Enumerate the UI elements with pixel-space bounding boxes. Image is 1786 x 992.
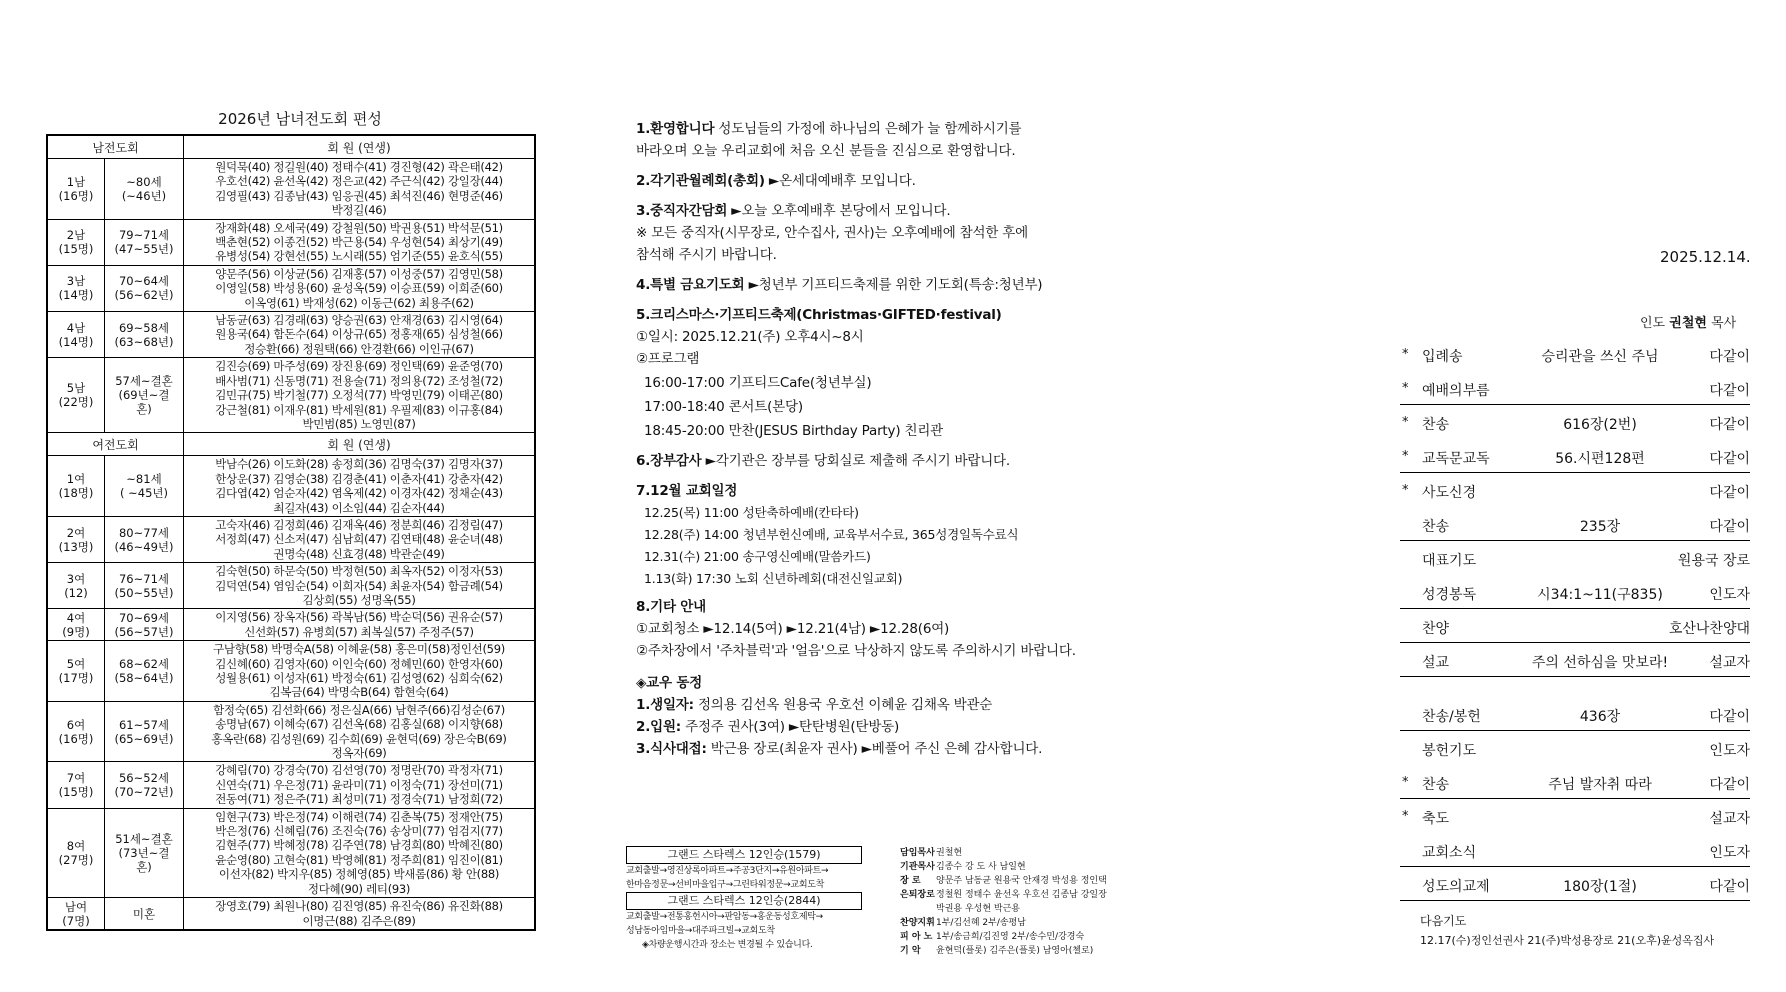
men-header-row <box>47 135 535 159</box>
women-header: 여전도회 <box>47 433 184 456</box>
vehicle-note: ◈차량운행시간과 장소는 변경될 수 있습니다. <box>642 940 813 950</box>
women-group: 8여 (27명) <box>47 808 105 897</box>
vehicle-1-label: 그랜드 스타렉스 12인승(1579) <box>626 846 862 864</box>
order-star: * <box>1402 415 1409 430</box>
staff-role: 장 로 <box>900 876 921 886</box>
order-content: 180장(1절) <box>1563 879 1637 895</box>
order-star: * <box>1402 775 1409 790</box>
women-row <box>47 762 535 808</box>
women-age: 68~62세 (58~64년) <box>105 641 184 702</box>
news-4-heading: 4.특별 금요기도회 <box>636 277 745 293</box>
women-group: 7여 (15명) <box>47 762 105 808</box>
order-name: 성경봉독 <box>1422 587 1477 603</box>
order-name: 성도의교제 <box>1422 879 1490 895</box>
org-title: 2026년 남녀전도회 편성 <box>218 110 382 128</box>
order-content: 616장(2번) <box>1563 417 1637 433</box>
men-members-header: 회 원 (연생) <box>184 135 536 159</box>
staff-names: 양문주 남동균 원용국 안재경 박성용 정인택 <box>936 876 1107 886</box>
staff-row <box>900 846 1107 860</box>
women-members: 고숙자(46) 김정희(46) 김재옥(46) 정분희(46) 김정림(47) 서정희(47) 신소저(47) 심남희(47) 김연태(48) 윤순녀(48) 권명숙(48) 신효경(48) 박관순(49) <box>184 516 536 562</box>
staff-section <box>900 846 1107 958</box>
women-age: 51세~결혼 (73년~결 혼) <box>105 808 184 897</box>
men-group: 3남 (14명) <box>47 265 105 311</box>
staff-names: 김종수 강 도 사 남일현 <box>936 862 1026 872</box>
men-row <box>47 358 535 433</box>
order-star: * <box>1402 381 1409 396</box>
next-prayer-heading: 다음기도 <box>1420 914 1467 928</box>
order-row <box>1400 768 1750 799</box>
men-header: 남전도회 <box>47 135 184 159</box>
news-7-item-3: 12.31(수) 21:00 송구영신예배(말씀카드) <box>644 549 871 564</box>
women-members: 구남향(58) 박명숙A(58) 이혜윤(58) 홍은미(58)정인선(59) 김신혜(60) 김영자(60) 이인숙(60) 정혜민(60) 한영자(60) 성월용(61) 이성자(61) 박정숙(61) 김성영(62) 심희숙(62) 김복금(64) 박명숙B(64) 함현숙(64) <box>184 641 536 702</box>
order-by: 인도자 <box>1709 743 1750 759</box>
order-by: 인도자 <box>1709 587 1750 603</box>
women-row <box>47 563 535 609</box>
order-content: 시34:1~11(구835) <box>1537 587 1663 603</box>
news-1-text: 성도님들의 가정에 하나님의 은혜가 늘 함께하시기를 <box>718 121 1022 137</box>
order-row <box>1400 340 1750 370</box>
leader-label: 인도 <box>1640 316 1666 331</box>
order-name: 봉헌기도 <box>1422 743 1477 759</box>
news-5-item-2: 17:00-18:40 콘서트(본당) <box>644 399 803 415</box>
staff-names: 권철현 <box>936 848 963 858</box>
order-by: 다같이 <box>1709 777 1750 793</box>
women-group: 6여 (16명) <box>47 701 105 762</box>
news-5-item-3: 18:45-20:00 만찬(JESUS Birthday Party) 친리관 <box>644 423 943 439</box>
men-row <box>47 219 535 265</box>
order-row <box>1400 870 1750 901</box>
news-section <box>636 118 1076 760</box>
order-by: 다같이 <box>1709 709 1750 725</box>
news-2-heading: 2.각기관월례회(총회) <box>636 173 765 189</box>
order-name: 축도 <box>1422 811 1450 827</box>
women-age: 80~77세 (46~49년) <box>105 516 184 562</box>
women-row <box>47 701 535 762</box>
vehicle-2-route-2: 성남동아임마을→대주파크빌→교회도착 <box>626 926 775 936</box>
order-by: 설교자 <box>1709 811 1750 827</box>
news-5-item-1: 16:00-17:00 기프티드Cafe(청년부실) <box>644 375 872 391</box>
order-row <box>1400 646 1750 677</box>
order-name: 입례송 <box>1422 349 1463 365</box>
order-row <box>1400 510 1750 541</box>
women-members: 임현구(73) 박은정(74) 이해련(74) 김춘복(75) 정재안(75) 박은정(76) 신혜림(76) 조진숙(76) 송상미(77) 엄검지(77) 김현주(77) 박혜정(78) 김주연(78) 남경희(80) 박혜진(80) 윤순영(80) 고현숙(81) 박영혜(81) 정주희(81) 임진이(81) 이선자(82) 박지우(85) 정혜영(85) 박새롬(86) 황 안(88) 정다혜(90) 레티(93) <box>184 808 536 897</box>
hospital-label: 2.입원: <box>636 719 682 735</box>
news-5-heading: 5.크리스마스·기프티드축제(Christmas·GIFTED·festival) <box>636 307 1002 323</box>
order-by: 다같이 <box>1709 417 1750 433</box>
news-5-date: ①일시: 2025.12.21(주) 오후4시~8시 <box>636 329 864 345</box>
order-star: * <box>1402 347 1409 362</box>
order-row <box>1400 544 1750 574</box>
staff-role: 피 아 노 <box>900 932 933 942</box>
men-row <box>47 159 535 220</box>
news-8-heading: 8.기타 안내 <box>636 599 706 615</box>
men-group: 4남 (14명) <box>47 312 105 358</box>
order-star: * <box>1402 809 1409 824</box>
leader-line <box>1640 312 1736 331</box>
order-by: 다같이 <box>1709 879 1750 895</box>
women-row <box>47 456 535 517</box>
men-members: 남동균(63) 김경래(63) 양승권(63) 안재경(63) 김시영(64) 원용국(64) 함돈수(64) 이상규(65) 정홍재(65) 심성철(66) 정승환(66) 정원택(66) 안경환(66) 이인규(67) <box>184 312 536 358</box>
staff-role: 기관목사 <box>900 862 935 872</box>
order-row <box>1400 476 1750 506</box>
women-members: 이지영(56) 장옥자(56) 곽복남(56) 박순덕(56) 권유순(57) 신선화(57) 유병희(57) 최복실(57) 주정주(57) <box>184 609 536 641</box>
women-age: 70~69세 (56~57년) <box>105 609 184 641</box>
news-6-text: ►각기관은 장부를 당회실로 제출해 주시기 바랍니다. <box>705 453 1010 469</box>
birthday-list: 정의용 김선옥 원용국 우호선 이혜윤 김채옥 박관순 <box>697 697 993 713</box>
women-members: 장영호(79) 최원나(80) 김진영(85) 유진숙(86) 유진화(88) 이명근(88) 김주은(89) <box>184 898 536 930</box>
order-row <box>1400 802 1750 832</box>
order-by: 다같이 <box>1709 349 1750 365</box>
women-members: 함정숙(65) 김선화(66) 정은실A(66) 남현주(66)김성순(67) 송명남(67) 이혜숙(67) 김선옥(68) 김홍실(68) 이지향(68) 홍옥란(68) 김성원(69) 김수희(69) 윤현덕(69) 장은숙B(69) 정옥자(69) <box>184 701 536 762</box>
order-content: 승리관을 쓰신 주님 <box>1541 349 1659 365</box>
gyowoo-heading: ◈교우 동정 <box>636 675 703 691</box>
order-name: 찬양 <box>1422 621 1450 637</box>
order-name: 찬송 <box>1422 417 1450 433</box>
men-members: 김진승(69) 마주성(69) 장진용(69) 정인택(69) 윤준영(70) 배사범(71) 신동명(71) 전용술(71) 정의용(72) 조성철(72) 김민규(75) 박기철(77) 오정석(77) 박영민(79) 이태곤(80) 강근철(81) 이재우(81) 박세원(81) 우필제(83) 이규홍(84) 박민범(85) 노영민(87) <box>184 358 536 433</box>
meal-text: 박근용 장로(최윤자 권사) ►베풀어 주신 은혜 감사합니다. <box>710 741 1043 757</box>
women-row <box>47 609 535 641</box>
order-name: 찬송/봉헌 <box>1422 709 1481 725</box>
order-row <box>1400 612 1750 643</box>
order-row <box>1400 700 1750 731</box>
staff-row <box>900 874 1107 888</box>
news-7-item-1: 12.25(목) 11:00 성탄축하예배(칸타타) <box>644 505 859 520</box>
order-by: 원용국 장로 <box>1677 553 1750 569</box>
men-age: 57세~결혼 (69년~결 혼) <box>105 358 184 433</box>
order-name: 찬송 <box>1422 519 1450 535</box>
staff-row <box>900 902 1107 916</box>
vehicle-1-route: 교회출발→영진상록아파트→주공3단지→유원아파트→ <box>626 866 829 876</box>
men-row <box>47 265 535 311</box>
org-table <box>46 134 536 931</box>
women-group: 남여 (7명) <box>47 898 105 930</box>
order-by: 다같이 <box>1709 383 1750 399</box>
hospital-text: 주정주 권사(3여) ►탄탄병원(탄방동) <box>685 719 900 735</box>
men-members: 원덕묵(40) 정길원(40) 정태수(41) 경진형(42) 곽은태(42) 우호선(42) 윤선옥(42) 정은교(42) 주근식(42) 강일장(44) 김영필(43) 김종남(43) 임응권(45) 최석진(46) 현명준(46) 박정길(46) <box>184 159 536 220</box>
news-1-text-2: 바라오며 오늘 우리교회에 처음 오신 분들을 진심으로 환영합니다. <box>636 143 1016 159</box>
order-name: 교회소식 <box>1422 845 1477 861</box>
men-group: 5남 (22명) <box>47 358 105 433</box>
staff-names: 1부/송금희/김진영 2부/송수민/강경숙 <box>936 932 1085 942</box>
news-8-item-1: ①교회청소 ►12.14(5여) ►12.21(4남) ►12.28(6여) <box>636 621 950 637</box>
women-age: 76~71세 (50~55년) <box>105 563 184 609</box>
staff-row <box>900 944 1107 958</box>
women-members: 박남수(26) 이도화(28) 송정희(36) 김명숙(37) 김명자(37) 한상운(37) 김영순(38) 김경춘(41) 이춘자(41) 강춘자(42) 김다엽(42) 엄순자(42) 염옥제(42) 이경자(42) 정채순(43) 최길자(43) 이소임(44) 김순자(44) <box>184 456 536 517</box>
women-age: ~81세 ( ~45년) <box>105 456 184 517</box>
order-row <box>1400 374 1750 405</box>
staff-role: 찬양지휘 <box>900 918 935 928</box>
staff-names: 정철원 정태수 윤선옥 우호선 김종남 강일장 <box>936 890 1107 900</box>
news-1-heading: 1.환영합니다 <box>636 121 715 137</box>
news-7-item-4: 1.13(화) 17:30 노회 신년하례회(대전신일교회) <box>644 571 903 586</box>
women-age: 61~57세 (65~69년) <box>105 701 184 762</box>
route-section <box>626 846 862 952</box>
women-members: 강혜림(70) 강경숙(70) 김선영(70) 정명란(70) 곽정자(71) 신연숙(71) 우은정(71) 윤라미(71) 이정숙(71) 장선미(71) 전동여(71) 정은주(71) 최성미(71) 정경숙(71) 남정희(72) <box>184 762 536 808</box>
men-age: 79~71세 (47~55년) <box>105 219 184 265</box>
women-row <box>47 898 535 930</box>
order-by: 다같이 <box>1709 451 1750 467</box>
staff-row <box>900 888 1107 902</box>
women-row <box>47 641 535 702</box>
next-prayer-text: 12.17(수)정인선권사 21(주)박성용장로 21(오후)윤성옥집사 <box>1420 934 1715 947</box>
women-header-row <box>47 433 535 456</box>
staff-names: 윤현덕(플롯) 김주은(플롯) 남영아(첼로) <box>936 946 1094 956</box>
service-date: 2025.12.14. <box>1660 248 1751 266</box>
women-row <box>47 808 535 897</box>
order-name: 사도신경 <box>1422 485 1477 501</box>
news-5-program: ②프로그램 <box>636 351 700 367</box>
news-7-heading: 7.12월 교회일정 <box>636 483 738 499</box>
staff-row <box>900 930 1107 944</box>
news-6-heading: 6.장부감사 <box>636 453 702 469</box>
meal-label: 3.식사대접: <box>636 741 707 757</box>
news-7-item-2: 12.28(주) 14:00 청년부헌신예배, 교육부서수료, 365성경일독수료식 <box>644 527 1019 542</box>
women-group: 3여 (12) <box>47 563 105 609</box>
men-group: 2남 (15명) <box>47 219 105 265</box>
order-name: 찬송 <box>1422 777 1450 793</box>
men-age: 69~58세 (63~68년) <box>105 312 184 358</box>
staff-row <box>900 860 1107 874</box>
order-row <box>1400 442 1750 473</box>
news-3-text: ►오늘 오후예배후 본당에서 모입니다. <box>731 203 951 219</box>
order-name: 예배의부름 <box>1422 383 1490 399</box>
men-age: 70~64세 (56~62년) <box>105 265 184 311</box>
order-row <box>1400 734 1750 764</box>
women-group: 1여 (18명) <box>47 456 105 517</box>
birthday-label: 1.생일자: <box>636 697 694 713</box>
news-4-text: ►청년부 기프티드축제를 위한 기도회(특송:청년부) <box>748 277 1043 293</box>
news-2-text: ►온세대예배후 모입니다. <box>768 173 916 189</box>
order-content: 주님 발자취 따라 <box>1548 777 1652 793</box>
leader-title: 목사 <box>1711 316 1737 331</box>
women-age: 56~52세 (70~72년) <box>105 762 184 808</box>
women-row <box>47 516 535 562</box>
staff-role: 기 악 <box>900 946 921 956</box>
order-name: 교독문교독 <box>1422 451 1490 467</box>
order-by: 설교자 <box>1709 655 1750 671</box>
staff-names: 박권용 우성현 박근용 <box>936 904 1020 914</box>
men-members: 양문주(56) 이상균(56) 김재홍(57) 이성중(57) 김영민(58) 이영일(58) 박성용(60) 윤성옥(59) 이승표(59) 이희준(60) 이옥영(61) 박재성(62) 이동근(62) 최용주(62) <box>184 265 536 311</box>
order-star: * <box>1402 449 1409 464</box>
men-members: 장재화(48) 오세국(49) 강철원(50) 박권용(51) 박석문(51) 백춘현(52) 이종건(52) 박근용(54) 우성현(54) 최상기(49) 유병성(54) 강현선(55) 노시래(55) 엄기준(55) 윤호식(55) <box>184 219 536 265</box>
order-content: 436장 <box>1579 709 1621 725</box>
order-content: 235장 <box>1579 519 1621 535</box>
staff-names: 1부/김선혜 2부/송평남 <box>936 918 1026 928</box>
vehicle-1-route-2: 한마음정문→선비마을입구→그린타워정문→교회도착 <box>626 880 824 890</box>
order-by: 호산나찬양대 <box>1668 621 1750 637</box>
order-row <box>1400 578 1750 609</box>
order-content: 56.시편128편 <box>1555 451 1645 467</box>
news-8-item-2: ②주차장에서 '주차블럭'과 '얼음'으로 낙상하지 않도록 주의하시기 바랍니다. <box>636 643 1076 659</box>
women-members: 김숙현(50) 하문숙(50) 박정현(50) 최옥자(52) 이정자(53) 김덕연(54) 염임순(54) 이희자(54) 최윤자(54) 함금례(54) 김상희(55) 성명옥(55) <box>184 563 536 609</box>
order-name: 대표기도 <box>1422 553 1477 569</box>
order-by: 다같이 <box>1709 519 1750 535</box>
vehicle-2-label: 그랜드 스타렉스 12인승(2844) <box>626 892 862 910</box>
order-by: 다같이 <box>1709 485 1750 501</box>
staff-row <box>900 916 1107 930</box>
order-name: 설교 <box>1422 655 1450 671</box>
women-group: 4여 (9명) <box>47 609 105 641</box>
order-by: 인도자 <box>1709 845 1750 861</box>
news-3-note: ※ 모든 중직자(시무장로, 안수집사, 권사)는 오후예배에 참석한 후에 <box>636 225 1028 241</box>
order-row <box>1400 408 1750 438</box>
women-members-header: 회 원 (연생) <box>184 433 536 456</box>
news-3-note-2: 참석해 주시기 바랍니다. <box>636 247 777 263</box>
leader-name: 권철현 <box>1669 316 1707 331</box>
staff-role: 담임목사 <box>900 848 935 858</box>
women-group: 2여 (13명) <box>47 516 105 562</box>
news-3-heading: 3.중직자간담회 <box>636 203 728 219</box>
men-row <box>47 312 535 358</box>
women-age: 미혼 <box>105 898 184 930</box>
staff-role: 은퇴장로 <box>900 890 935 900</box>
vehicle-2-route: 교회출발→전통홍헌시아→판암동→홍운동성호제탁→ <box>626 912 823 922</box>
order-content: 주의 선하심을 맛보라! <box>1531 655 1669 671</box>
men-group: 1남 (16명) <box>47 159 105 220</box>
order-star: * <box>1402 483 1409 498</box>
men-age: ~80세 (~46년) <box>105 159 184 220</box>
women-group: 5여 (17명) <box>47 641 105 702</box>
order-row <box>1400 836 1750 867</box>
